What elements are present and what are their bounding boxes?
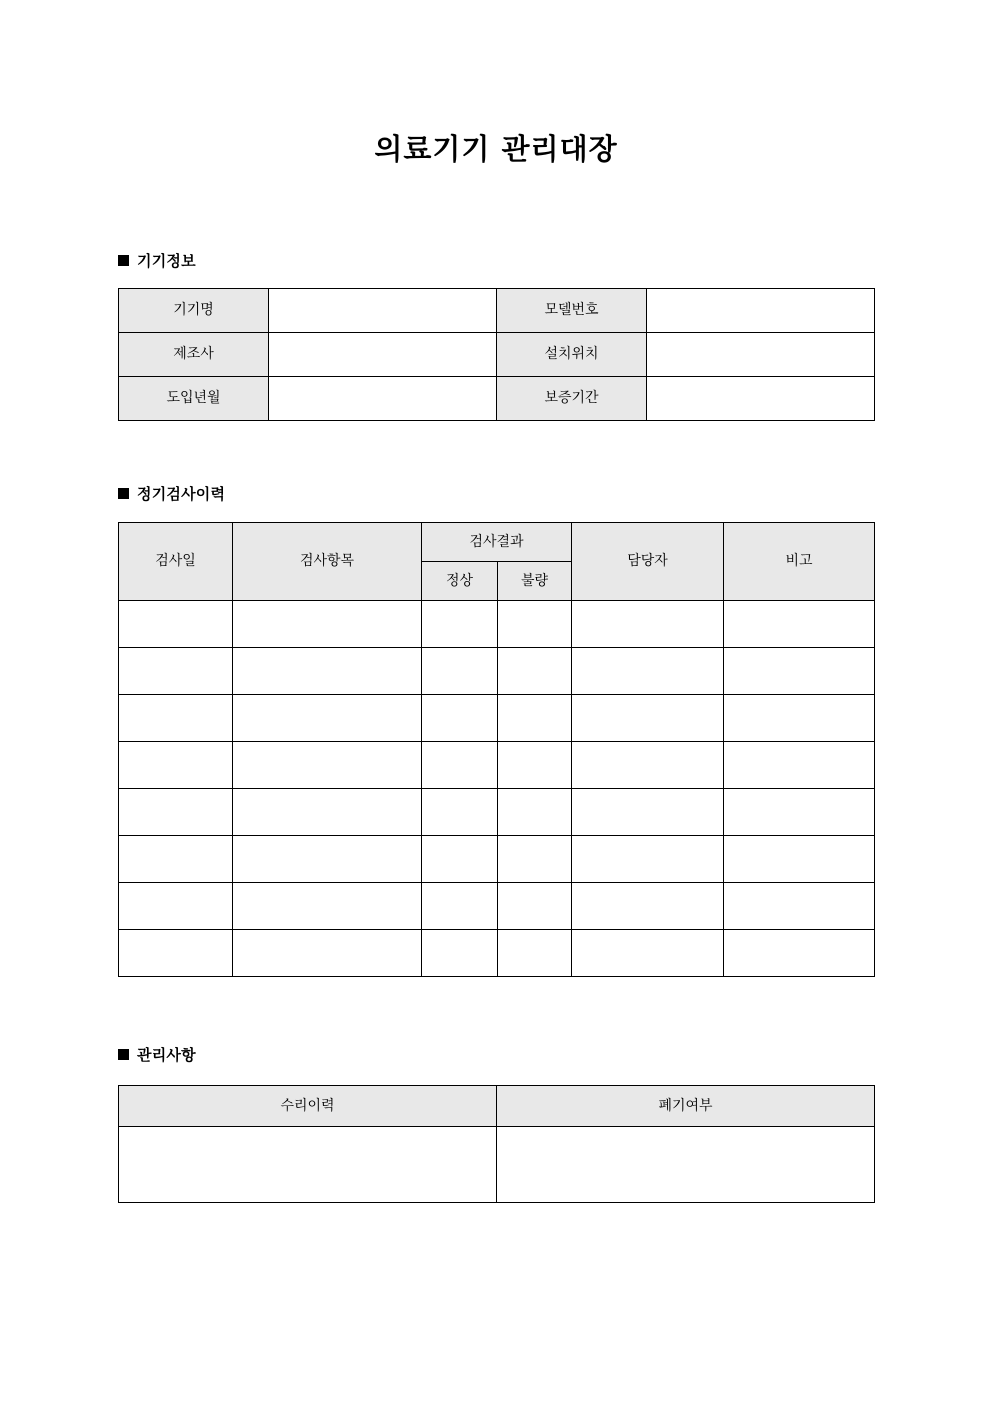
field-value-introduction-date[interactable] [269, 377, 497, 421]
column-header-inspection-item: 검사항목 [233, 523, 422, 601]
inspection-history-table [118, 522, 875, 977]
cell-person-in-charge[interactable] [572, 930, 724, 977]
table-row [119, 695, 875, 742]
cell-person-in-charge[interactable] [572, 648, 724, 695]
cell-inspection-date[interactable] [119, 601, 233, 648]
cell-result-defective[interactable] [498, 742, 572, 789]
column-header-note: 비고 [724, 523, 875, 601]
cell-result-normal[interactable] [422, 648, 498, 695]
cell-inspection-item[interactable] [233, 930, 422, 977]
cell-disposal-status[interactable] [497, 1127, 875, 1203]
device-info-table [118, 288, 875, 421]
cell-note[interactable] [724, 601, 875, 648]
cell-result-normal[interactable] [422, 789, 498, 836]
black-square-bullet-icon [118, 255, 129, 266]
section-heading-inspection-history [118, 483, 225, 504]
table-row [119, 289, 875, 333]
column-header-result-defective: 불량 [498, 562, 572, 601]
cell-result-defective[interactable] [498, 601, 572, 648]
table-row [119, 333, 875, 377]
section-heading-label: 정기검사이력 [137, 485, 226, 503]
cell-note[interactable] [724, 695, 875, 742]
cell-result-normal[interactable] [422, 883, 498, 930]
cell-result-defective[interactable] [498, 789, 572, 836]
column-header-inspection-date: 검사일 [119, 523, 233, 601]
cell-inspection-date[interactable] [119, 930, 233, 977]
cell-inspection-date[interactable] [119, 695, 233, 742]
cell-note[interactable] [724, 930, 875, 977]
cell-result-defective[interactable] [498, 836, 572, 883]
cell-note[interactable] [724, 789, 875, 836]
column-header-repair-history: 수리이력 [119, 1086, 497, 1127]
cell-person-in-charge[interactable] [572, 742, 724, 789]
cell-result-normal[interactable] [422, 695, 498, 742]
cell-inspection-item[interactable] [233, 836, 422, 883]
column-header-disposal-status: 폐기여부 [497, 1086, 875, 1127]
cell-inspection-item[interactable] [233, 742, 422, 789]
management-table [118, 1085, 875, 1203]
field-label-model-number: 모델번호 [497, 289, 647, 333]
table-row [119, 648, 875, 695]
cell-person-in-charge[interactable] [572, 695, 724, 742]
cell-note[interactable] [724, 648, 875, 695]
cell-inspection-item[interactable] [233, 695, 422, 742]
table-header-row [119, 1086, 875, 1127]
field-label-install-location: 설치위치 [497, 333, 647, 377]
cell-inspection-item[interactable] [233, 789, 422, 836]
black-square-bullet-icon [118, 488, 129, 499]
cell-inspection-date[interactable] [119, 836, 233, 883]
page-title: 의료기기 관리대장 [374, 132, 618, 166]
cell-result-normal[interactable] [422, 601, 498, 648]
column-header-inspection-result: 검사결과 [422, 523, 572, 562]
table-row [119, 377, 875, 421]
cell-result-normal[interactable] [422, 930, 498, 977]
section-heading-label: 기기정보 [137, 252, 196, 270]
cell-note[interactable] [724, 836, 875, 883]
table-row [119, 883, 875, 930]
field-label-manufacturer: 제조사 [119, 333, 269, 377]
table-row [119, 836, 875, 883]
table-header-row [119, 523, 875, 562]
table-row [119, 742, 875, 789]
cell-inspection-date[interactable] [119, 789, 233, 836]
table-row [119, 789, 875, 836]
field-value-manufacturer[interactable] [269, 333, 497, 377]
cell-repair-history[interactable] [119, 1127, 497, 1203]
cell-person-in-charge[interactable] [572, 836, 724, 883]
cell-inspection-item[interactable] [233, 648, 422, 695]
cell-result-normal[interactable] [422, 836, 498, 883]
cell-note[interactable] [724, 883, 875, 930]
cell-inspection-date[interactable] [119, 883, 233, 930]
black-square-bullet-icon [118, 1049, 129, 1060]
cell-result-defective[interactable] [498, 883, 572, 930]
cell-result-normal[interactable] [422, 742, 498, 789]
field-value-device-name[interactable] [269, 289, 497, 333]
cell-inspection-date[interactable] [119, 742, 233, 789]
field-value-warranty-period[interactable] [647, 377, 875, 421]
table-row [119, 930, 875, 977]
field-label-introduction-date: 도입년월 [119, 377, 269, 421]
cell-result-defective[interactable] [498, 930, 572, 977]
section-heading-management [118, 1044, 196, 1065]
field-label-device-name: 기기명 [119, 289, 269, 333]
field-value-model-number[interactable] [647, 289, 875, 333]
cell-person-in-charge[interactable] [572, 601, 724, 648]
section-heading-label: 관리사항 [137, 1046, 196, 1064]
field-label-warranty-period: 보증기간 [497, 377, 647, 421]
cell-person-in-charge[interactable] [572, 883, 724, 930]
section-heading-device-info [118, 250, 196, 271]
column-header-result-normal: 정상 [422, 562, 498, 601]
cell-inspection-date[interactable] [119, 648, 233, 695]
cell-inspection-item[interactable] [233, 883, 422, 930]
field-value-install-location[interactable] [647, 333, 875, 377]
cell-person-in-charge[interactable] [572, 789, 724, 836]
cell-result-defective[interactable] [498, 648, 572, 695]
column-header-person-in-charge: 담당자 [572, 523, 724, 601]
cell-inspection-item[interactable] [233, 601, 422, 648]
table-row [119, 1127, 875, 1203]
cell-result-defective[interactable] [498, 695, 572, 742]
table-row [119, 601, 875, 648]
cell-note[interactable] [724, 742, 875, 789]
